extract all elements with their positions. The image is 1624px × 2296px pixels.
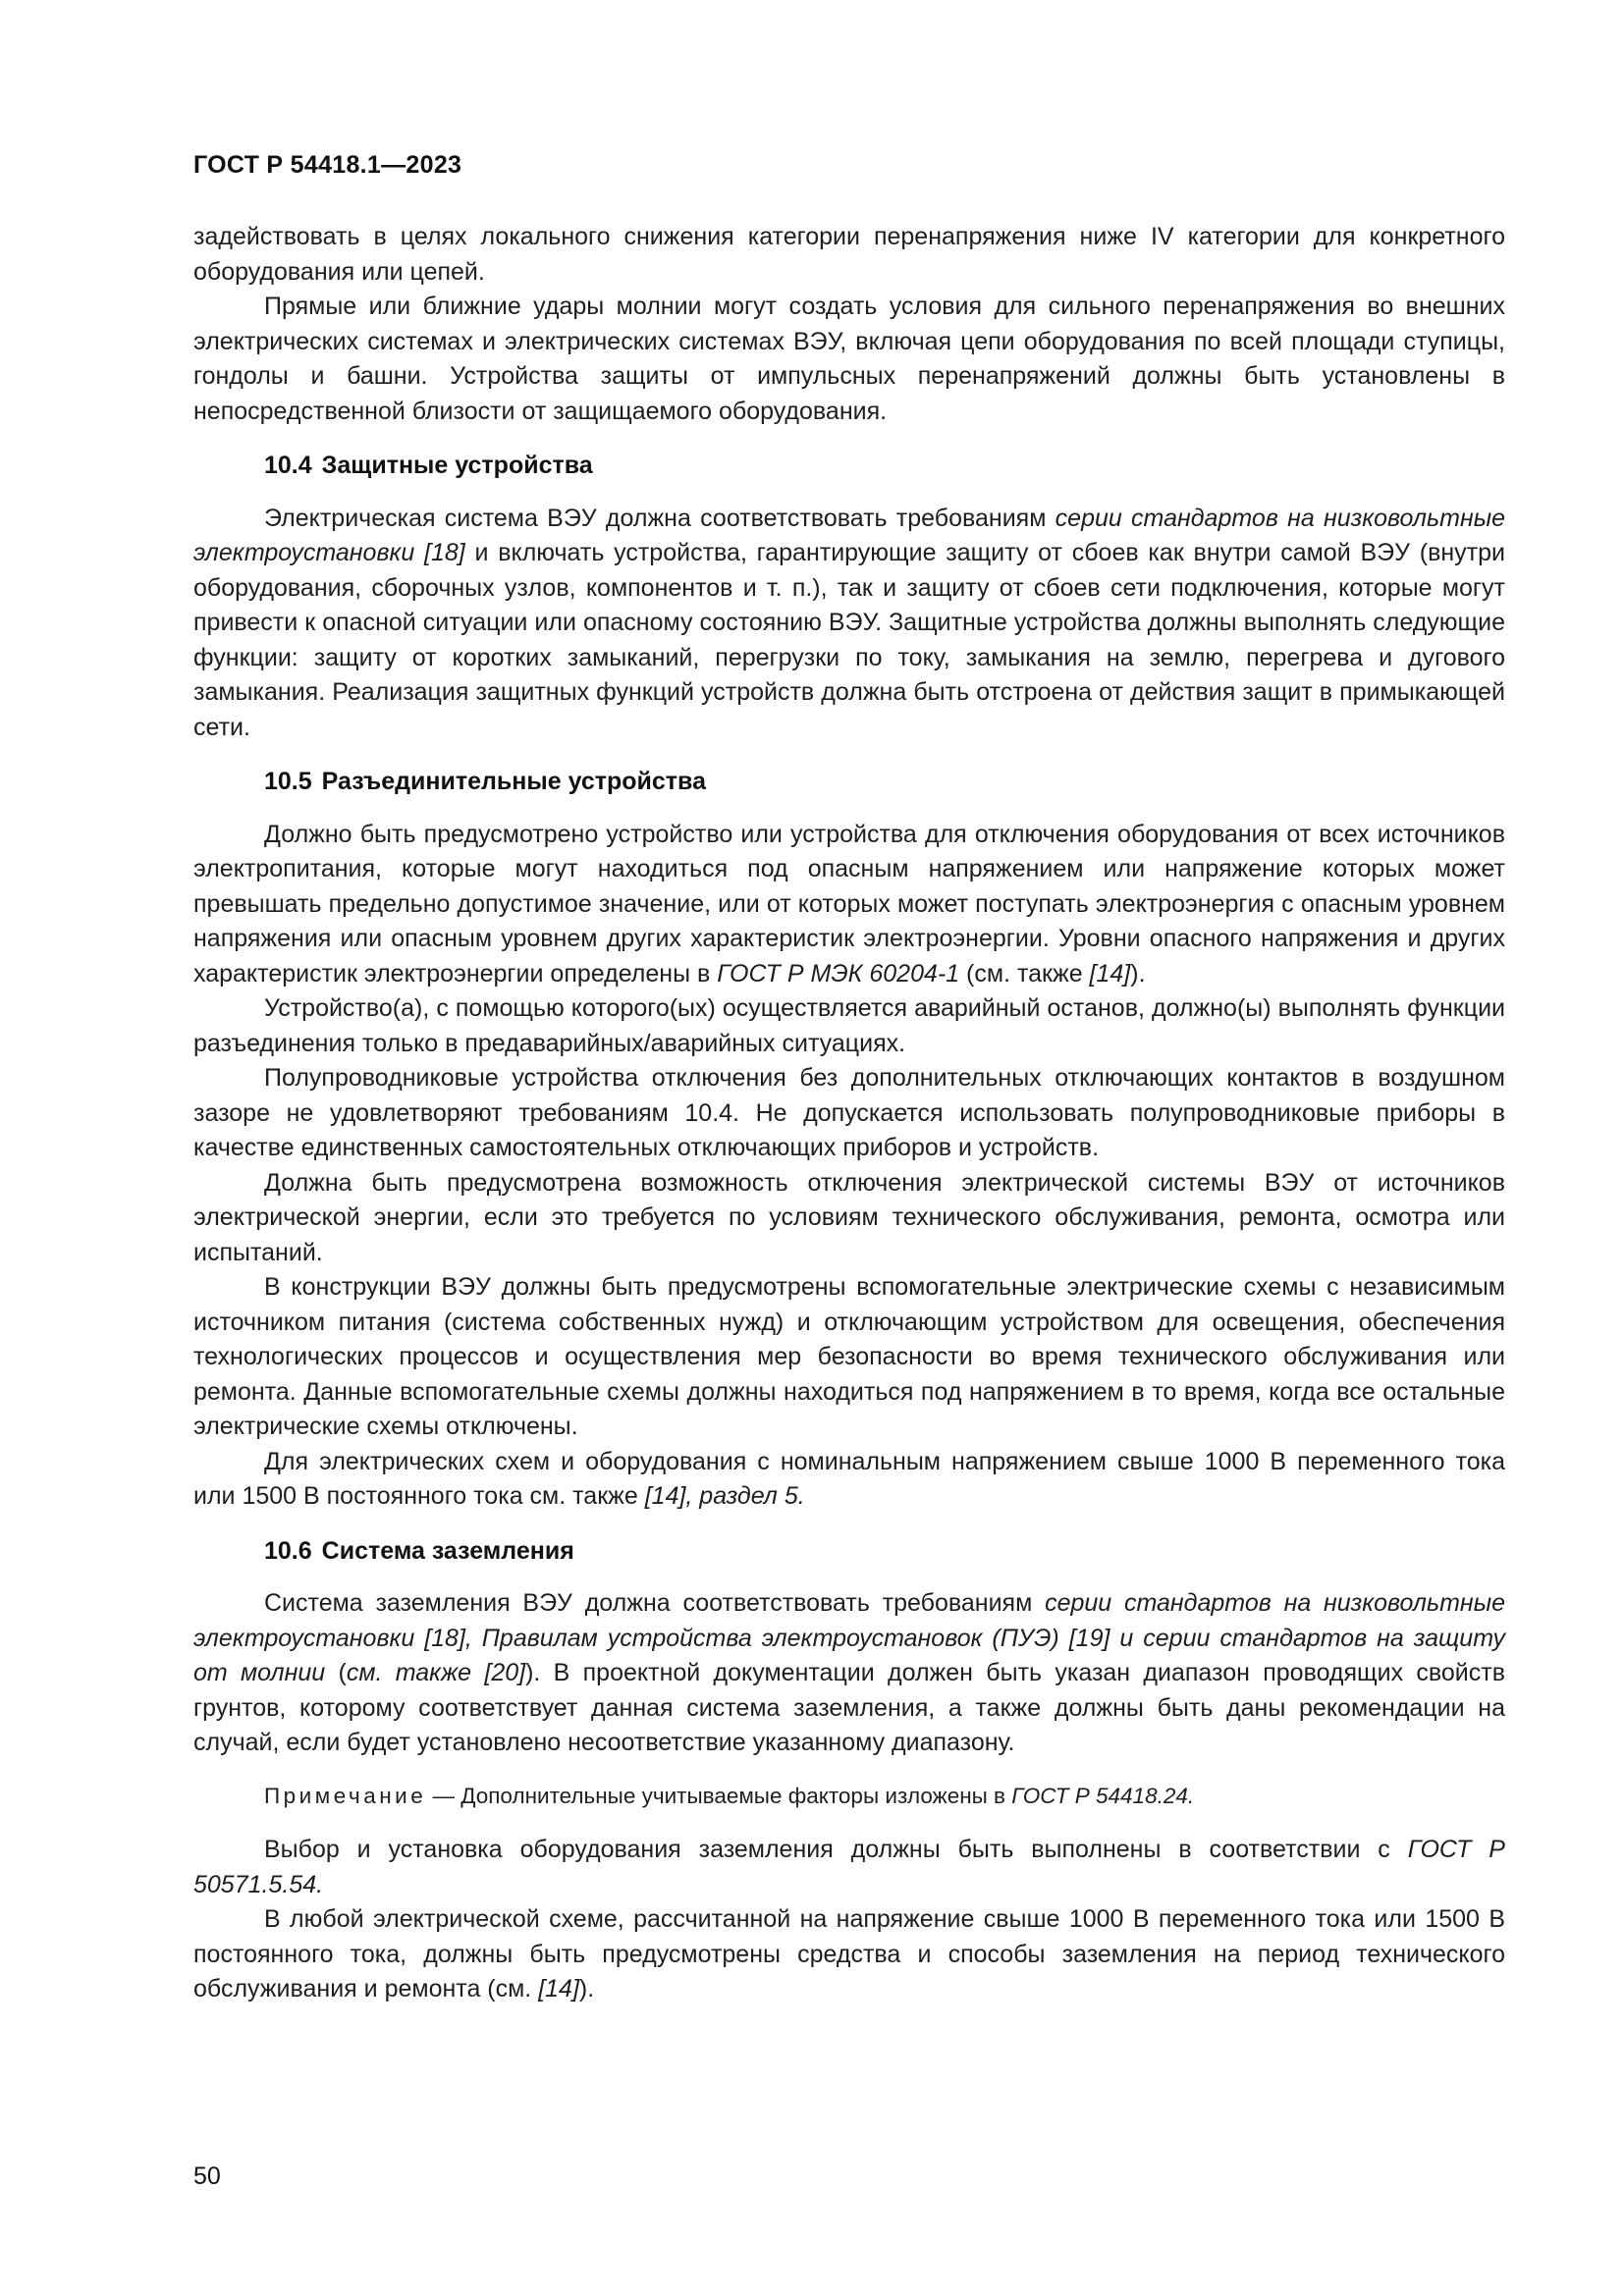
paragraph-text: ). bbox=[578, 1975, 595, 2002]
reference-italic: ГОСТ Р МЭК 60204-1 bbox=[717, 959, 960, 988]
paragraph-text: Выбор и установка оборудования заземления должны быть выполнены в соответствии с bbox=[264, 1836, 1408, 1863]
paragraph-text: Устройство(а), с помощью которого(ых) осуществляется аварийный останов, должно(ы) выполнять функции разъединения только в предаварийных/аварийных ситуациях. bbox=[193, 994, 1505, 1057]
paragraph-text: ( bbox=[325, 1659, 347, 1686]
section-title: Защитные устройства bbox=[321, 452, 593, 479]
paragraph-text: и включать устройства, гарантирующие защиту от сбоев как внутри самой ВЭУ (внутри оборудования, сборочных узлов, компонентов и т. п.), так и защиту от сбоев сети подключения, которые могут привести к опасной ситуации или опасному состоянию ВЭУ. Защитные устройства должны выполнять следующие функции: защиту от коротких замыканий, перегрузки по току, замыкания на землю, перегрева и дугового замыкания. Реализация защитных функций устройств должна быть отстроена от действия защит в примыкающей сети. bbox=[193, 539, 1505, 741]
section-number: 10.5 bbox=[264, 768, 312, 795]
section-heading-10-6 bbox=[264, 1534, 1505, 1570]
paragraph-protective-devices bbox=[193, 502, 1505, 746]
reference-italic: [14], раздел 5. bbox=[644, 1482, 805, 1510]
section-title: Разъединительные устройства bbox=[321, 768, 706, 795]
reference-italic: серии стандартов на низковольтные электроустановки [18] bbox=[193, 504, 1505, 566]
section-number: 10.6 bbox=[264, 1536, 312, 1565]
reference-italic: [14] bbox=[1089, 959, 1131, 988]
paragraph-emergency-stop bbox=[193, 991, 1505, 1061]
paragraph-text: ). В проектной документации должен быть указан диапазон проводящих свойств грунтов, которому соответствует данная система заземления, а также должны быть даны рекомендации на случай, если будет установлено несоответствие указанному диапазону. bbox=[193, 1659, 1505, 1756]
paragraph-text: В конструкции ВЭУ должны быть предусмотрены вспомогательные электрические схемы с независимым источником питания (система собственных нужд) и отключающим устройством для освещения, обеспечения технологических процессов и осуществления мер безопасности во время технического обслуживания или ремонта. Данные вспомогательные схемы должны находиться под напряжением в то время, когда все остальные электрические схемы отключены. bbox=[193, 1273, 1505, 1440]
document-header: ГОСТ Р 54418.1—2023 bbox=[193, 151, 462, 179]
note-label: Примечание bbox=[264, 1783, 427, 1808]
paragraph-disconnect-devices bbox=[193, 818, 1505, 992]
reference-italic: см. также [20] bbox=[346, 1659, 526, 1686]
paragraph-text: Должно быть предусмотрено устройство или устройства для отключения оборудования от всех источников электропитания, которые могут находиться под опасным напряжением или напряжение которых может превышать предельно допустимое значение, или от которых может поступать электроэнергия с опасным уровнем напряжения или опасным уровнем других характеристик электроэнергии. Уровни опасного напряжения и других характеристик электроэнергии определены в bbox=[193, 820, 1505, 988]
paragraph-semiconductor-devices bbox=[193, 1061, 1505, 1166]
paragraph-text: Система заземления ВЭУ должна соответствовать требованиям bbox=[264, 1589, 1046, 1617]
section-heading-10-5 bbox=[264, 765, 1505, 800]
paragraph-high-voltage bbox=[193, 1445, 1505, 1515]
reference-italic: ГОСТ Р 50571.5.54. bbox=[193, 1836, 1505, 1898]
paragraph-text: Должна быть предусмотрена возможность отключения электрической системы ВЭУ от источников электрической энергии, если это требуется по условиям технического обслуживания, ремонта, осмотра или испытаний. bbox=[193, 1168, 1505, 1266]
paragraph-text: Полупроводниковые устройства отключения без дополнительных отключающих контактов в воздушном зазоре не удовлетворяют требованиям 10.4. Не допускается использовать полупроводниковые приборы в качестве единственных самостоятельных отключающих приборов и устройств. bbox=[193, 1064, 1505, 1161]
paragraph-disconnection-possibility bbox=[193, 1166, 1505, 1271]
section-title: Система заземления bbox=[321, 1536, 574, 1565]
paragraph-auxiliary-circuits bbox=[193, 1270, 1505, 1445]
page-number: 50 bbox=[193, 2163, 221, 2190]
paragraph-text: Электрическая система ВЭУ должна соответствовать требованиям bbox=[264, 504, 1056, 532]
document-body bbox=[193, 220, 1505, 2007]
section-heading-10-4 bbox=[264, 449, 1505, 484]
paragraph-text: Для электрических схем и оборудования с номинальным напряжением свыше 1000 В переменного тока или 1500 В постоянного тока см. также bbox=[193, 1447, 1505, 1510]
reference-italic: [14] bbox=[538, 1975, 579, 2002]
paragraph-grounding-maintenance bbox=[193, 1902, 1505, 2007]
note bbox=[193, 1779, 1505, 1814]
note-text: — Дополнительные учитываемые факторы изложены в bbox=[426, 1783, 1012, 1808]
paragraph-lightning-strikes bbox=[193, 290, 1505, 429]
reference-italic: ГОСТ Р 54418.24. bbox=[1011, 1783, 1195, 1808]
section-number: 10.4 bbox=[264, 452, 312, 479]
paragraph-text: задействовать в целях локального снижения категории перенапряжения ниже IV категории для конкретного оборудования или цепей. bbox=[193, 223, 1505, 286]
paragraph-continued bbox=[193, 220, 1505, 290]
reference-italic: серии стандартов на низковольтные электроустановки [18], Правилам устройства электроустановок (ПУЭ) [19] и серии стандартов на защиту от молнии bbox=[193, 1589, 1505, 1686]
paragraph-text: (см. также bbox=[959, 959, 1090, 988]
paragraph-equipment-selection bbox=[193, 1833, 1505, 1902]
paragraph-text: В любой электрической схеме, рассчитанной на напряжение свыше 1000 В переменного тока или 1500 В постоянного тока, должны быть предусмотрены средства и способы заземления на период технического обслуживания и ремонта (см. bbox=[193, 1905, 1505, 2002]
paragraph-grounding-system bbox=[193, 1586, 1505, 1761]
paragraph-text: ). bbox=[1130, 959, 1146, 988]
paragraph-text: Прямые или ближние удары молнии могут создать условия для сильного перенапряжения во внешних электрических системах и электрических системах ВЭУ, включая цепи оборудования по всей площади ступицы, гондолы и башни. Устройства защиты от импульсных перенапряжений должны быть установлены в непосредственной близости от защищаемого оборудования. bbox=[193, 293, 1505, 425]
